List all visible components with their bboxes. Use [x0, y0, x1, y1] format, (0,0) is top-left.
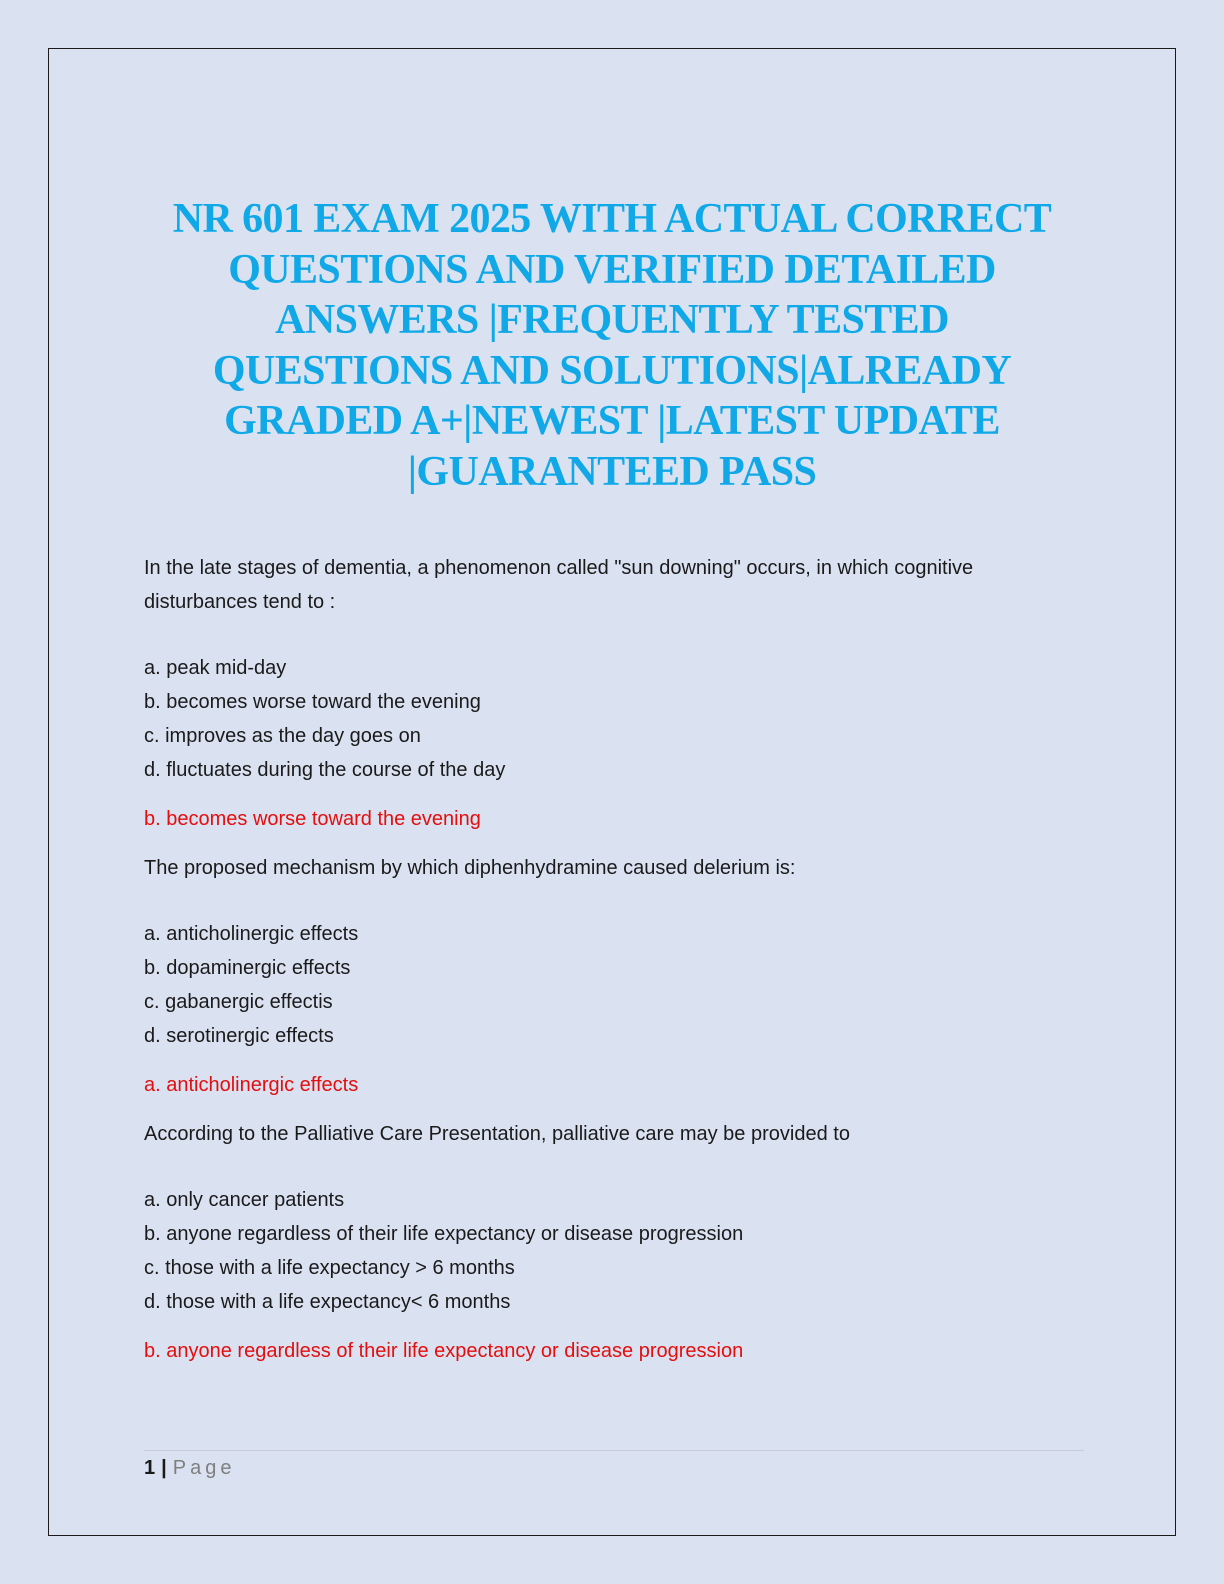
- footer-separator: |: [161, 1457, 167, 1479]
- correct-answer: b. anyone regardless of their life expectancy or disease progression: [144, 1340, 744, 1362]
- title-line: QUESTIONS AND VERIFIED DETAILED: [228, 246, 996, 293]
- options-list: [144, 917, 1084, 1053]
- option-item: c. improves as the day goes on: [144, 725, 421, 747]
- options-list: [144, 651, 1084, 787]
- title-line: NR 601 EXAM 2025 WITH ACTUAL CORRECT: [172, 196, 1052, 242]
- page-number: 1: [144, 1457, 156, 1479]
- question-block: [144, 551, 1084, 836]
- option-item: b. anyone regardless of their life expectancy or disease progression: [144, 1223, 744, 1245]
- option-item: d. those with a life expectancy< 6 months: [144, 1291, 511, 1313]
- option-item: b. becomes worse toward the evening: [144, 691, 481, 713]
- title-line: ANSWERS |FREQUENTLY TESTED: [275, 297, 949, 343]
- option-item: c. those with a life expectancy > 6 months: [144, 1257, 515, 1279]
- option-item: a. anticholinergic effects: [144, 923, 359, 945]
- option-item: c. gabanergic effectis: [144, 991, 333, 1013]
- page-footer: [144, 1454, 235, 1482]
- title-line: QUESTIONS AND SOLUTIONS|ALREADY: [212, 347, 1012, 394]
- page-label: Page: [172, 1457, 236, 1479]
- correct-answer: a. anticholinergic effects: [144, 1074, 359, 1096]
- option-item: a. peak mid-day: [144, 657, 287, 679]
- option-item: b. dopaminergic effects: [144, 957, 351, 979]
- correct-answer: b. becomes worse toward the evening: [144, 808, 481, 830]
- title-line: |GUARANTEED PASS: [407, 448, 817, 495]
- footer-divider: [144, 1450, 1084, 1451]
- option-item: d. fluctuates during the course of the day: [144, 759, 506, 781]
- questions-section: [144, 551, 1084, 1368]
- title-line: GRADED A+|NEWEST |LATEST UPDATE: [224, 398, 1000, 444]
- question-block: [144, 851, 1084, 1102]
- question-block: [144, 1117, 1084, 1368]
- option-item: a. only cancer patients: [144, 1189, 345, 1211]
- question-text: The proposed mechanism by which diphenhydramine caused delerium is:: [144, 857, 796, 879]
- document-title: [130, 194, 1094, 497]
- question-text: According to the Palliative Care Presentation, palliative care may be provided to: [144, 1123, 850, 1145]
- options-list: [144, 1183, 1084, 1319]
- question-text: In the late stages of dementia, a phenomenon called "sun downing" occurs, in which cognitive disturbances tend to :: [144, 557, 974, 613]
- option-item: d. serotinergic effects: [144, 1025, 334, 1047]
